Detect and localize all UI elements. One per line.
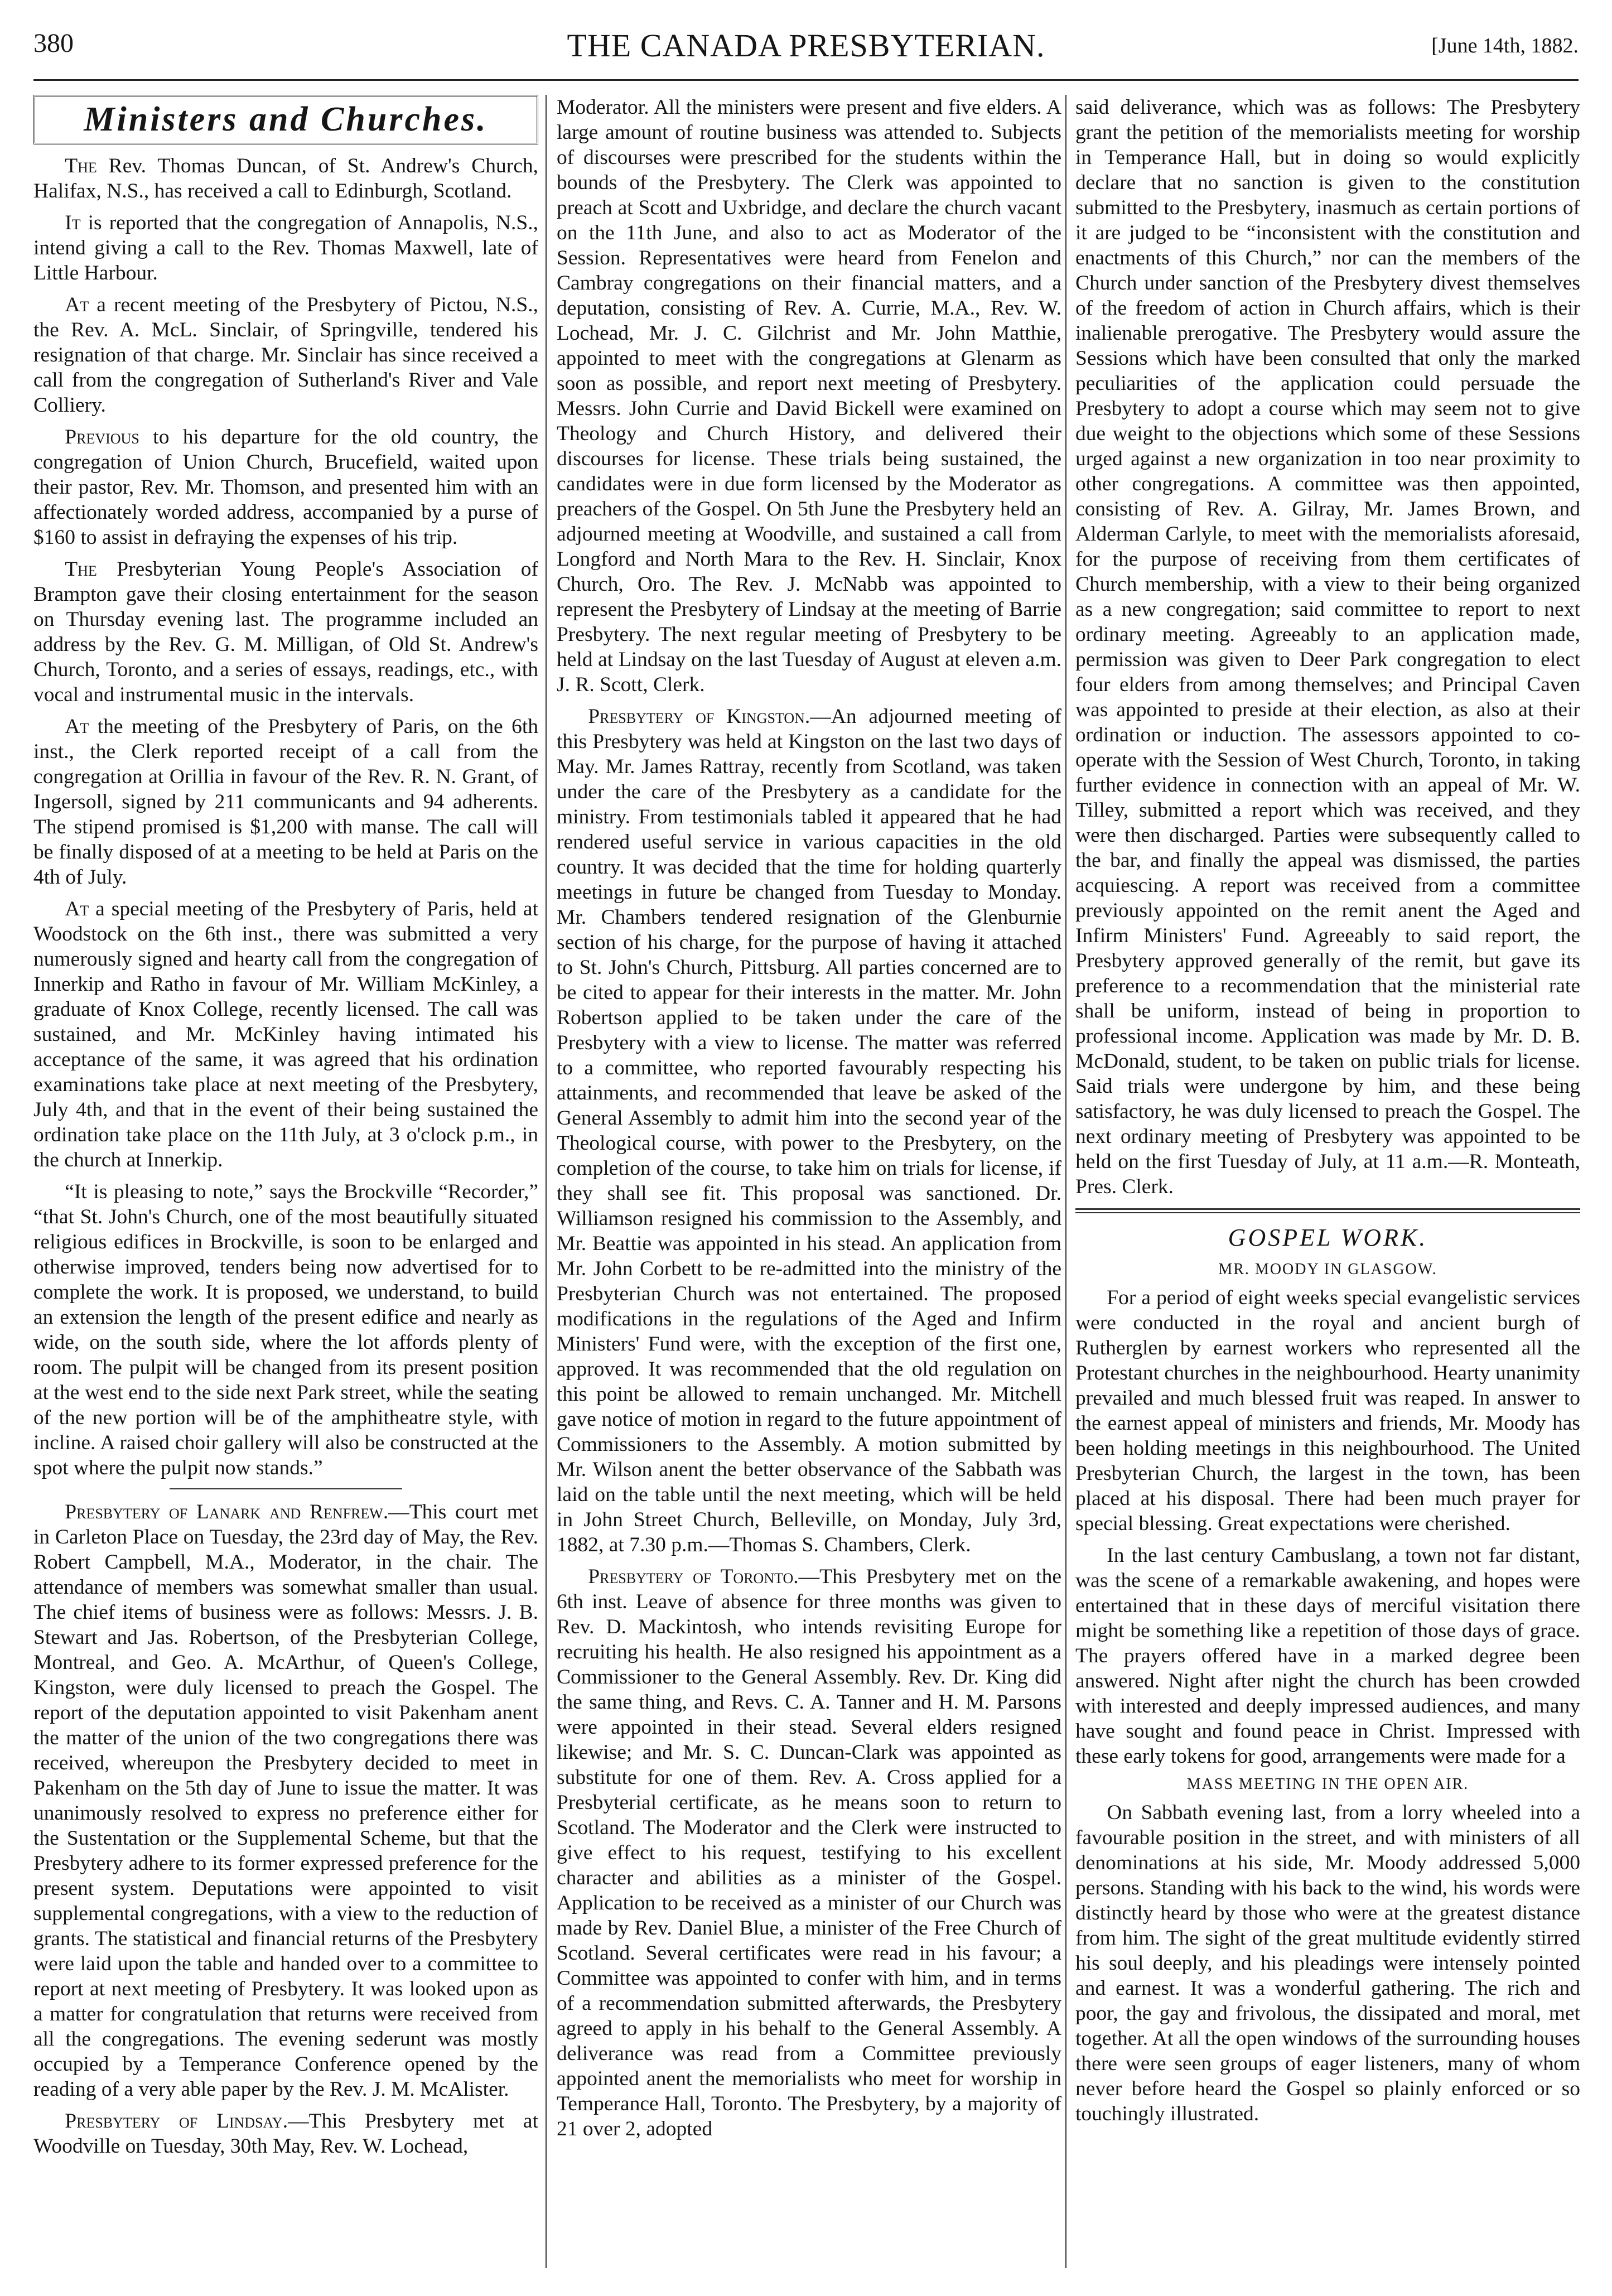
paragraph-lead: It <box>65 211 81 234</box>
paragraph-lead: Previous <box>65 426 139 448</box>
paragraph-text: Presbyterian Young People's Association of Brampton gave their closing entertainment for the season on Thursday evening last. The programme included an address by the Rev. G. M. Milligan, of Old St. Andrew's Church, Toronto, and a series of essays, readings, etc., with vocal and instrumental music in the intervals. <box>33 558 538 706</box>
subheading-moody-glasgow: MR. MOODY IN GLASGOW. <box>1218 1261 1437 1278</box>
section-heading-gospel-work: GOSPEL WORK. <box>1228 1224 1428 1251</box>
running-title: THE CANADA PRESBYTERIAN. <box>567 27 1045 64</box>
column-2-presbytery-reports <box>557 95 1061 2141</box>
paragraph-text: For a period of eight weeks special evangelistic services were conducted in the royal and ancient burgh of Rutherglen by earnest workers who represented all the Protestant churches in the neighbourhood. Hearty unanimity prevailed and much blessed fruit was reaped. In answer to the earnest appeal of ministers and friends, Mr. Moody has been holding meetings in this neighbourhood. The United Presbyterian Church, the largest in the town, has been placed at his disposal. There had been much prayer for special blessing. Great expectations were cherished. <box>1075 1286 1580 1535</box>
paragraph-text: In the last century Cambuslang, a town not far distant, was the scene of a remarkable awakening, and hopes were entertained that in these days of merciful visitation there might be something like a repetition of those days of grace. The prayers offered have in a marked degree been answered. Night after night the church has been crowded with interested and deeply impressed audiences, and many have sought and found peace in Christ. Impressed with these early tokens for good, arrangements were made for a <box>1075 1544 1580 1768</box>
paragraph-text: —This court met in Carleton Place on Tuesday, the 23rd day of May, the Rev. Robert Campbell, M.A., Moderator, in the chair. The attendance of members was somewhat smaller than usual. The chief items of business were as follows: Messrs. J. B. Stewart and Jas. Robertson, of the Presbyterian College, Montreal, and Geo. A. McArthur, of Queen's College, Kingston, were duly licensed to preach the Gospel. The report of the deputation appointed to visit Pakenham anent the matter of the union of the two congregations there was received, whereupon the Presbytery decided to meet in Pakenham on the 5th day of June to issue the matter. It was unanimously resolved to express no preference either for the Sustentation or the Supplemental Scheme, but that the Presbytery adhere to its former expressed preference for the present system. Deputations were appointed to visit supplemental congregations, with a view to the reduction of grants. The statistical and financial returns of the Presbytery were laid upon the table and handed over to a committee to report at next meeting of Presbytery. It was looked upon as a matter for congratulation that returns were received from all the congregations. The evening sederunt was mostly occupied by a Temperance Conference opened by the reading of a very able paper by the Rev. J. M. McAlister. <box>33 1501 538 2101</box>
paragraph-text: said deliverance, which was as follows: The Presbytery grant the petition of the memorialists meeting for worship in Temperance Hall, but in doing so would explicitly declare that no sanction is given to the constitution submitted to the Presbytery, inasmuch as certain portions of it are judged to be “inconsistent with the constitution and enactments of this Church,” nor can the members of the Church under sanction of the Presbytery divest themselves of the freedom of action in Church affairs, which is their inalienable prerogative. The Presbytery would assure the Sessions which have been consulted that only the marked peculiarities of the application could persuade the Presbytery to adopt a course which may seem not to give due weight to the objections which some of these Sessions urged against a new organization in too near proximity to other congregations. A committee was then appointed, consisting of Rev. A. Gilray, Mr. James Brown, and Alderman Carlyle, to meet with the memorialists aforesaid, for the purpose of receiving from them certificates of Church membership, with a view to their being organized as a new congregation; said committee to report to next ordinary meeting. Agreeably to an application made, permission was given to Deer Park congregation to elect four elders from among themselves; and Principal Caven was appointed to preside at their election, as also at their ordination or induction. The assessors appointed to co-operate with the Session of West Church, Toronto, in taking further evidence in connection with an appeal of Mr. W. Tilley, submitted a report which was received, and they were then discharged. Parties were subsequently called to the bar, and finally the appeal was dismissed, the parties acquiescing. A report was received from a committee previously appointed on the remit anent the Aged and Infirm Ministers' Fund. Agreeably to said report, the Presbytery approved generally of the remit, but gave its preference to a recommendation that the ministerial rate shall be uniform, instead of being in proportion to professional income. Application was made by Mr. D. B. McDonald, student, to be taken on public trials for license. Said trials were undergone by him, and these being satisfactory, he was duly licensed to preach the Gospel. The next ordinary meeting of Presbytery was appointed to be held on the first Tuesday of July, at 11 a.m.—R. Monteath, Pres. Clerk. <box>1075 96 1580 1198</box>
paragraph-lead: Presbytery of Kingston. <box>588 705 810 728</box>
paragraph-text: a recent meeting of the Presbytery of Pictou, N.S., the Rev. A. McL. Sinclair, of Springville, tendered his resignation of that charge. Mr. Sinclair has since received a call from the congregation of Sutherland's River and Vale Colliery. <box>33 293 538 417</box>
paragraph <box>33 2109 538 2159</box>
paragraph <box>33 1179 538 1480</box>
paragraph-text: to his departure for the old country, the congregation of Union Church, Brucefield, waited upon their pastor, Rev. Mr. Thomson, and presented him with an affectionately worded address, accompanied by a purse of $160 to assist in defraying the expenses of his trip. <box>33 426 538 549</box>
paragraph <box>557 704 1061 1557</box>
paragraph-lead: Presbytery of Lindsay. <box>65 2110 288 2133</box>
paragraph <box>557 1564 1061 2141</box>
paragraph-text: a special meeting of the Presbytery of Paris, held at Woodstock on the 6th inst., there was submitted a very numerously signed and hearty call from the congregation of Innerkip and Ratho in favour of Mr. William McKinley, a graduate of Knox College, recently licensed. The call was sustained, and Mr. McKinley having intimated his acceptance of the same, it was agreed that his ordination examinations take place at next meeting of the Presbytery, July 4th, and that in the event of their being sustained the ordination take place on the 11th July, at 3 o'clock p.m., in the church at Innerkip. <box>33 898 538 1171</box>
paragraph <box>33 896 538 1173</box>
paragraph <box>1075 1285 1580 1536</box>
paragraph-lead: At <box>65 898 89 920</box>
paragraph-text: —This Presbytery met on the 6th inst. Leave of absence for three months was given to Rev. D. Mackintosh, who intends revisiting Europe for recruiting his health. He also resigned his appointment as a Commissioner to the General Assembly. Rev. Dr. King did the same thing, and Revs. C. A. Tanner and H. M. Parsons were appointed in their stead. Several elders resigned likewise; and Mr. S. C. Duncan-Clark was appointed as substitute for one of them. Rev. A. Cross applied for a Presbyterial certificate, as he means soon to return to Scotland. The Moderator and the Clerk were instructed to give effect to his request, testifying to his excellent character and abilities as a minister of the Gospel. Application to be received as a minister of our Church was made by Rev. Daniel Blue, a minister of the Free Church of Scotland. Several certificates were read in his favour; a Committee was appointed to confer with him, and in terms of a recommendation submitted afterwards, the Presbytery agreed to apply in his behalf to the General Assembly. A deliverance was read from a Committee previously appointed anent the memorialists who meet for worship in Temperance Hall, Toronto. The Presbytery, by a majority of 21 over 2, adopted <box>557 1565 1061 2140</box>
paragraph <box>33 292 538 418</box>
paragraph-text: Moderator. All the ministers were present and five elders. A large amount of routine business was attended to. Subjects of discourses were prescribed for the students within the bounds of the Presbytery. The Clerk was appointed to preach at Scott and Uxbridge, and declare the church vacant on the 11th June, and also to act as Moderator of the Session. Representatives were heard from Fenelon and Cambray congregations on their financial matters, and a deputation, consisting of Rev. A. Currie, M.A., Rev. W. Lochead, Mr. J. C. Gilchrist and Mr. John Matthie, appointed to meet with the congregations at Glenarm as soon as possible, and report next meeting of Presbytery. Messrs. John Currie and David Bickell were examined on Theology and Church History, and delivered their discourses for license. These trials being sustained, the candidates were in due form licensed by the Moderator as preachers of the Gospel. On 5th June the Presbytery held an adjourned meeting at Woodville, and sustained a call from Longford and North Mara to the Rev. H. Sinclair, Knox Church, Oro. The Rev. J. McNabb was appointed to represent the Presbytery of Lindsay at the meeting of Barrie Presbytery. The next regular meeting of Presbytery to be held at Lindsay on the last Tuesday of August at eleven a.m. J. R. Scott, Clerk. <box>557 96 1061 696</box>
paragraph <box>557 95 1061 697</box>
paragraph-lead: The <box>65 155 97 177</box>
paragraph <box>33 714 538 890</box>
column-3 <box>1075 95 1580 2274</box>
paragraph-text: Rev. Thomas Duncan, of St. Andrew's Church, Halifax, N.S., has received a call to Edinburgh, Scotland. <box>33 155 538 202</box>
header-rule <box>33 79 1579 81</box>
page-header <box>33 23 1579 74</box>
section-heading-ministers: Ministers and Churches. <box>33 95 538 144</box>
column-1-articles <box>33 153 538 1480</box>
column-divider <box>1065 95 1066 2268</box>
paragraph-lead: Presbytery of Toronto. <box>588 1565 799 1588</box>
mass-meeting-text <box>1075 1800 1580 2126</box>
paragraph <box>33 425 538 550</box>
article-separator <box>170 1488 402 1489</box>
paragraph-text: the meeting of the Presbytery of Paris, on the 6th inst., the Clerk reported receipt of a call from the congregation at Orillia in favour of the Rev. R. N. Grant, of Ingersoll, signed by 211 communicants and 94 adherents. The stipend promised is $1,200 with manse. The call will be finally disposed of at a meeting to be held at Paris on the 4th of July. <box>33 715 538 889</box>
section-rule <box>1075 1212 1580 1213</box>
paragraph-lead: At <box>65 293 89 316</box>
paragraph <box>33 210 538 286</box>
paragraph-lead: At <box>65 715 89 738</box>
paragraph <box>33 153 538 204</box>
paragraph-text: On Sabbath evening last, from a lorry wheeled into a favourable position in the street, and with ministers of all denominations at his side, Mr. Moody addressed 5,000 persons. Standing with his back to the wind, his words were distinctly heard by those who were at the greatest distance from him. The sight of the great multitude evidently stirred his soul deeply, and his pleadings were intensely pointed and earnest. It was a wonderful gathering. The rich and poor, the gay and frivolous, the dissipated and moral, met together. At all the open windows of the surrounding houses there were seen groups of eager listeners, many of whom never before heard the Gospel so plainly enforced or so touchingly illustrated. <box>1075 1801 1580 2125</box>
gospel-work-text <box>1075 1285 1580 1769</box>
section-rule <box>1075 1208 1580 1210</box>
column-divider <box>546 95 547 2268</box>
issue-date: [June 14th, 1882. <box>1431 34 1579 57</box>
column-2 <box>557 95 1061 2274</box>
paragraph <box>1075 95 1580 1199</box>
paragraph <box>33 557 538 707</box>
paragraph <box>33 1499 538 2102</box>
paragraph-text: —An adjourned meeting of this Presbytery was held at Kingston on the last two days of May. Mr. James Rattray, recently from Scotland, was taken under the care of the Presbytery as a candidate for the ministry. From testimonials tabled it appeared that he had rendered useful service in various capacities in the old country. It was decided that the time for holding quarterly meetings in future be changed from Tuesday to Monday. Mr. Chambers tendered resignation of the Glenburnie section of his charge, for the purpose of having it attached to St. John's Church, Pittsburg. All parties concerned are to be cited to appear for their interests in the matter. Mr. John Robertson applied to be taken under the care of the Presbytery with a view to license. The matter was referred to a committee, who reported favourably respecting his attainments, and recommended that leave be asked of the General Assembly to admit him into the second year of the Theological course, with power to the Presbytery, on the completion of the course, to take him on trials for license, if they shall see fit. This proposal was sanctioned. Dr. Williamson resigned his commission to the Assembly, and Mr. Beattie was appointed in his stead. An application from Mr. John Corbett to be re-admitted into the ministry of the Presbyterian Church was not entertained. The proposed modifications in the regulations of the Aged and Infirm Ministers' Fund were, with the exception of the first one, approved. It was recommended that the old regulation on this point be allowed to remain unchanged. Mr. Mitchell gave notice of motion in regard to the future appointment of Commissioners to the Assembly. A motion submitted by Mr. Wilson anent the better observance of the Sabbath was laid on the table until the next meeting, which will be held in John Street Church, Belleville, on Monday, July 3rd, 1882, at 7.30 p.m.—Thomas S. Chambers, Clerk. <box>557 705 1061 1556</box>
paragraph-text: —This Presbytery met at Woodville on Tuesday, 30th May, Rev. W. Lochead, <box>33 2110 538 2158</box>
paragraph-text: is reported that the congregation of Annapolis, N.S., intend giving a call to the Rev. Thomas Maxwell, late of Little Harbour. <box>33 211 538 284</box>
subheading-mass-meeting: MASS MEETING IN THE OPEN AIR. <box>1186 1776 1469 1793</box>
paragraph-lead: Presbytery of Lanark and Renfrew. <box>65 1501 389 1523</box>
column-1 <box>33 95 538 2274</box>
column-3-presbytery-reports <box>1075 95 1580 1199</box>
paragraph-text: “It is pleasing to note,” says the Brockville “Recorder,” “that St. John's Church, one of the most beautifully situated religious edifices in Brockville, is soon to be enlarged and otherwise improved, tenders being now advertised for to complete the work. It is proposed, we understand, to build an extension the length of the present edifice and nearly as wide, on the south side, where the lot affords plenty of room. The pulpit will be changed from its present position at the west end to the side next Park street, while the seating of the new portion will be of the amphitheatre style, with incline. A raised choir gallery will also be constructed at the spot where the pulpit now stands.” <box>33 1180 538 1479</box>
paragraph <box>1075 1543 1580 1769</box>
paragraph-lead: The <box>65 558 97 581</box>
page-number: 380 <box>33 28 74 58</box>
column-1-presbytery-reports <box>33 1499 538 2159</box>
paragraph <box>1075 1800 1580 2126</box>
